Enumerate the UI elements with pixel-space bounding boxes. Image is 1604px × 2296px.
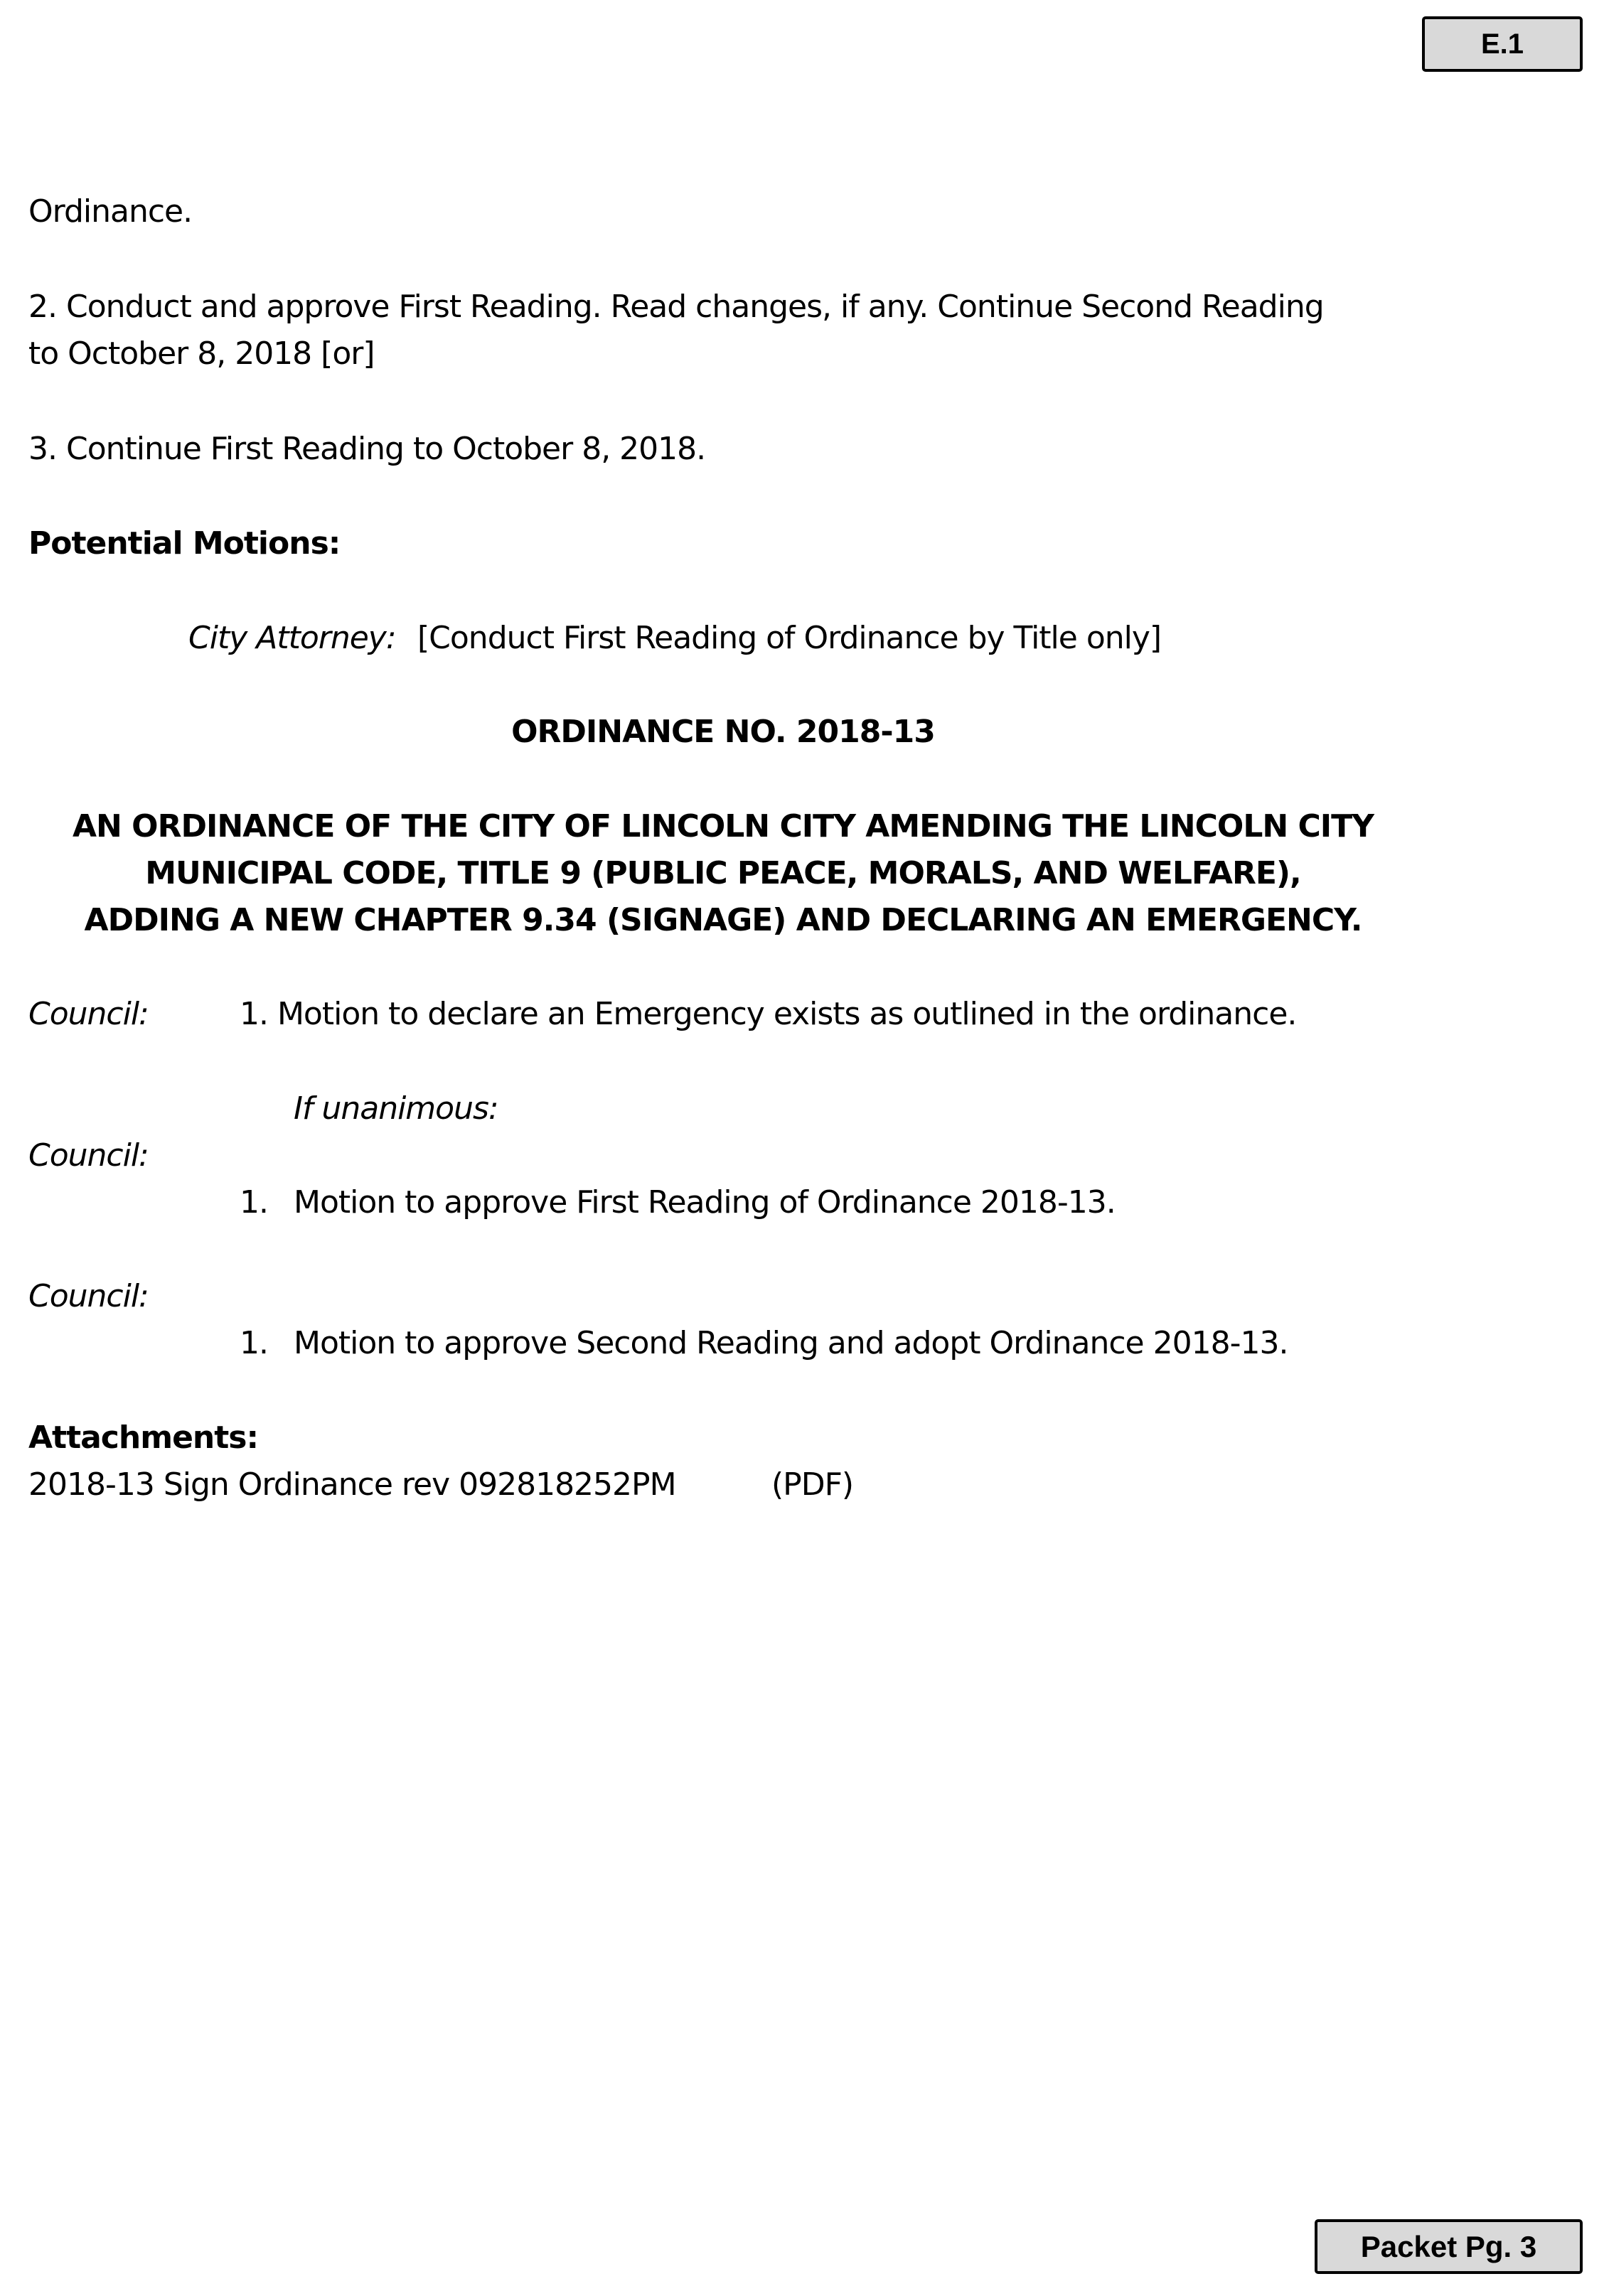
city-attorney-label: City Attorney: [188,620,396,656]
option-2-line-2: to October 8, 2018 [or] [28,336,375,372]
council-label: Council: [28,996,149,1032]
ordinance-title-line-2: MUNICIPAL CODE, TITLE 9 (PUBLIC PEACE, MORALS, AND WELFARE), [145,855,1301,891]
council-label: Council: [28,1278,149,1314]
ordinance-title-line-3: ADDING A NEW CHAPTER 9.34 (SIGNAGE) AND DECLARING AN EMERGENCY. [84,902,1362,938]
first-reading-motion: Motion to approve First Reading of Ordinance 2018-13. [294,1184,1116,1221]
council-label: Council: [28,1137,149,1174]
unanimous-condition: If unanimous: [294,1090,498,1127]
option-3: 3. Continue First Reading to October 8, 2018. [28,431,706,467]
option-2-line-1: 2. Conduct and approve First Reading. Read changes, if any. Continue Second Reading [28,289,1324,325]
potential-motions-heading: Potential Motions: [28,525,341,562]
item-number-badge: E.1 [1422,16,1583,72]
city-attorney-instruction: [Conduct First Reading of Ordinance by Title only] [417,620,1162,656]
attachment-link[interactable]: 2018-13 Sign Ordinance rev 092818252PM [28,1466,676,1503]
attachments-heading: Attachments: [28,1420,259,1456]
motion-number: 1. [240,1325,268,1361]
motion-number: 1. [240,1184,268,1221]
second-reading-motion: Motion to approve Second Reading and adopt Ordinance 2018-13. [294,1325,1288,1361]
ordinance-number: ORDINANCE NO. 2018-13 [511,714,935,750]
emergency-motion: 1. Motion to declare an Emergency exists as outlined in the ordinance. [240,996,1297,1032]
attachment-file-type: (PDF) [771,1466,854,1503]
packet-page-badge: Packet Pg. 3 [1315,2219,1583,2274]
intro-line: Ordinance. [28,193,193,230]
ordinance-title-line-1: AN ORDINANCE OF THE CITY OF LINCOLN CITY AMENDING THE LINCOLN CITY [72,808,1374,844]
